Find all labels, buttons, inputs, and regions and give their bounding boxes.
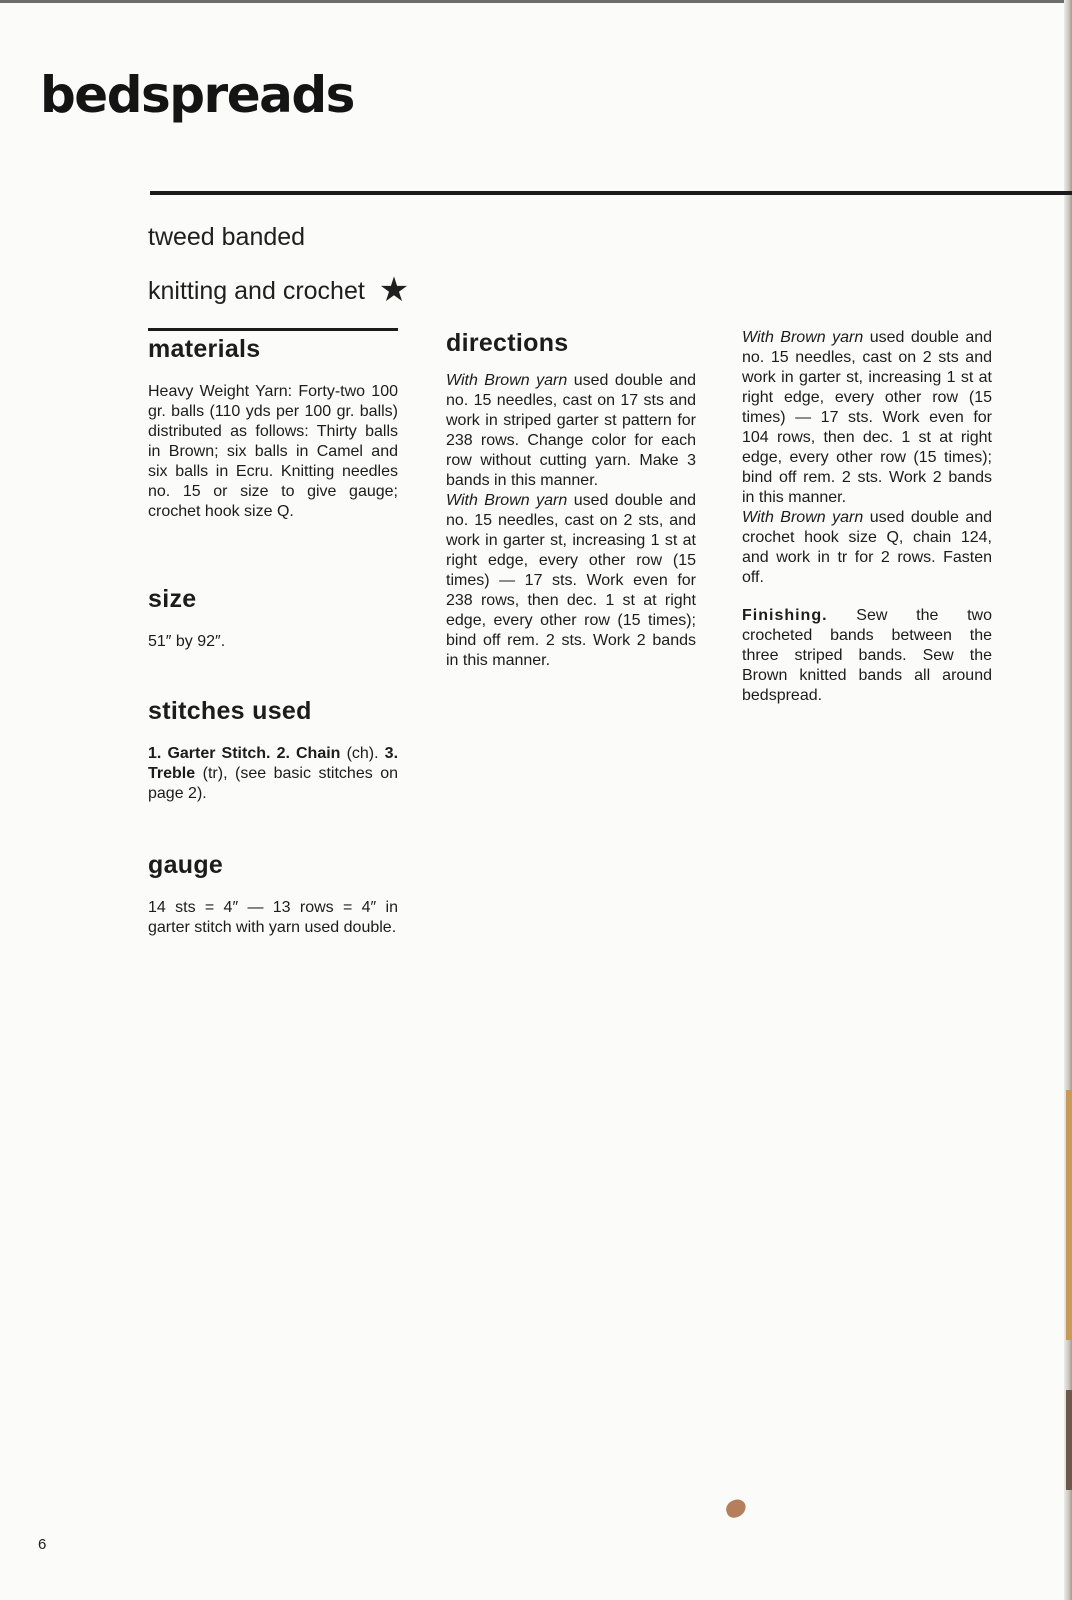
directions-p1-lead: With Brown yarn bbox=[446, 372, 568, 389]
column-middle bbox=[446, 328, 696, 671]
edge-tab-dark bbox=[1066, 1390, 1072, 1490]
materials-rule bbox=[148, 328, 398, 331]
column-right bbox=[742, 328, 992, 706]
title-rule bbox=[150, 191, 1072, 195]
finishing-text: Sew the two crocheted bands between the three striped bands. Sew the Brown knitted bands all around bedspread. bbox=[742, 607, 992, 704]
gauge-text: 14 sts = 4″ — 13 rows = 4″ in garter stitch with yarn used double. bbox=[148, 899, 398, 936]
stitch-3-abbr: (tr), (see basic stitches on page 2). bbox=[148, 765, 398, 802]
materials-section bbox=[148, 328, 398, 522]
page-top-edge bbox=[0, 0, 1072, 3]
directions-p2-text: used double and no. 15 needles, cast on 2 sts, and work in garter st, increasing 1 st at right edge, every other row (15 times) — 17 sts. Work even for 238 rows, then dec. 1 st at right edge, every other row (15 times); bind off rem. 2 sts. Work 2 bands in this manner. bbox=[446, 492, 697, 669]
page-title: bedspreads bbox=[40, 66, 354, 124]
finishing-label: Finishing. bbox=[742, 607, 828, 624]
directions-paragraph-4 bbox=[742, 508, 992, 588]
directions-p3-text: used double and no. 15 needles, cast on 2 sts and work in garter st, increasing 1 st at right edge, every other row (15 times) — 17 sts. Work even for 104 rows, then dec. 1 st at right edge, every other row (15 times); bind off rem. 2 sts. Work 2 bands in this manner. bbox=[742, 329, 993, 506]
size-heading: size bbox=[148, 585, 197, 613]
page-number: 6 bbox=[38, 1536, 47, 1553]
stitch-1: 1. Garter Stitch. bbox=[148, 745, 271, 762]
directions-p4-lead: With Brown yarn bbox=[742, 509, 864, 526]
size-section bbox=[148, 584, 398, 652]
directions-p2-lead: With Brown yarn bbox=[446, 492, 568, 509]
directions-p3-lead: With Brown yarn bbox=[742, 329, 864, 346]
gauge-heading: gauge bbox=[148, 851, 224, 879]
directions-p1-text: used double and no. 15 needles, cast on 17 sts and work in striped garter st pattern for 238 rows. Change color for each row without cutting yarn. Make 3 bands in this manner. bbox=[446, 372, 697, 489]
pattern-name: tweed banded bbox=[148, 223, 306, 251]
size-text: 51″ by 92″. bbox=[148, 633, 226, 650]
edge-tab bbox=[1066, 1090, 1072, 1340]
directions-paragraph-1 bbox=[446, 371, 696, 491]
stitch-2: 2. Chain bbox=[276, 745, 341, 762]
pattern-technique-label: knitting and crochet bbox=[148, 277, 365, 305]
materials-text: Heavy Weight Yarn: Forty-two 100 gr. balls (110 yds per 100 gr. balls) distributed as follows: Thirty balls in Brown; six balls in Camel and six balls in Ecru. Knitting needles no. 15 or size to give gauge; crochet hook size Q. bbox=[148, 383, 398, 520]
pattern-technique bbox=[148, 268, 409, 308]
stain-mark bbox=[724, 1497, 749, 1520]
stitches-section bbox=[148, 696, 398, 804]
directions-p4-text: used double and crochet hook size Q, chain 124, and work in tr for 2 rows. Fasten off. bbox=[742, 509, 993, 586]
page-right-edge bbox=[1064, 0, 1072, 1600]
star-icon: ★ bbox=[378, 271, 410, 309]
gauge-section bbox=[148, 850, 398, 938]
stitches-heading: stitches used bbox=[148, 697, 312, 725]
materials-heading: materials bbox=[148, 335, 261, 363]
directions-paragraph-2 bbox=[446, 491, 696, 671]
directions-heading: directions bbox=[446, 329, 569, 357]
finishing-paragraph bbox=[742, 606, 992, 706]
stitch-3: 3. Treble bbox=[148, 745, 399, 782]
directions-paragraph-3 bbox=[742, 328, 992, 508]
stitch-2-abbr: (ch). bbox=[346, 745, 379, 762]
stitches-text bbox=[148, 744, 398, 804]
